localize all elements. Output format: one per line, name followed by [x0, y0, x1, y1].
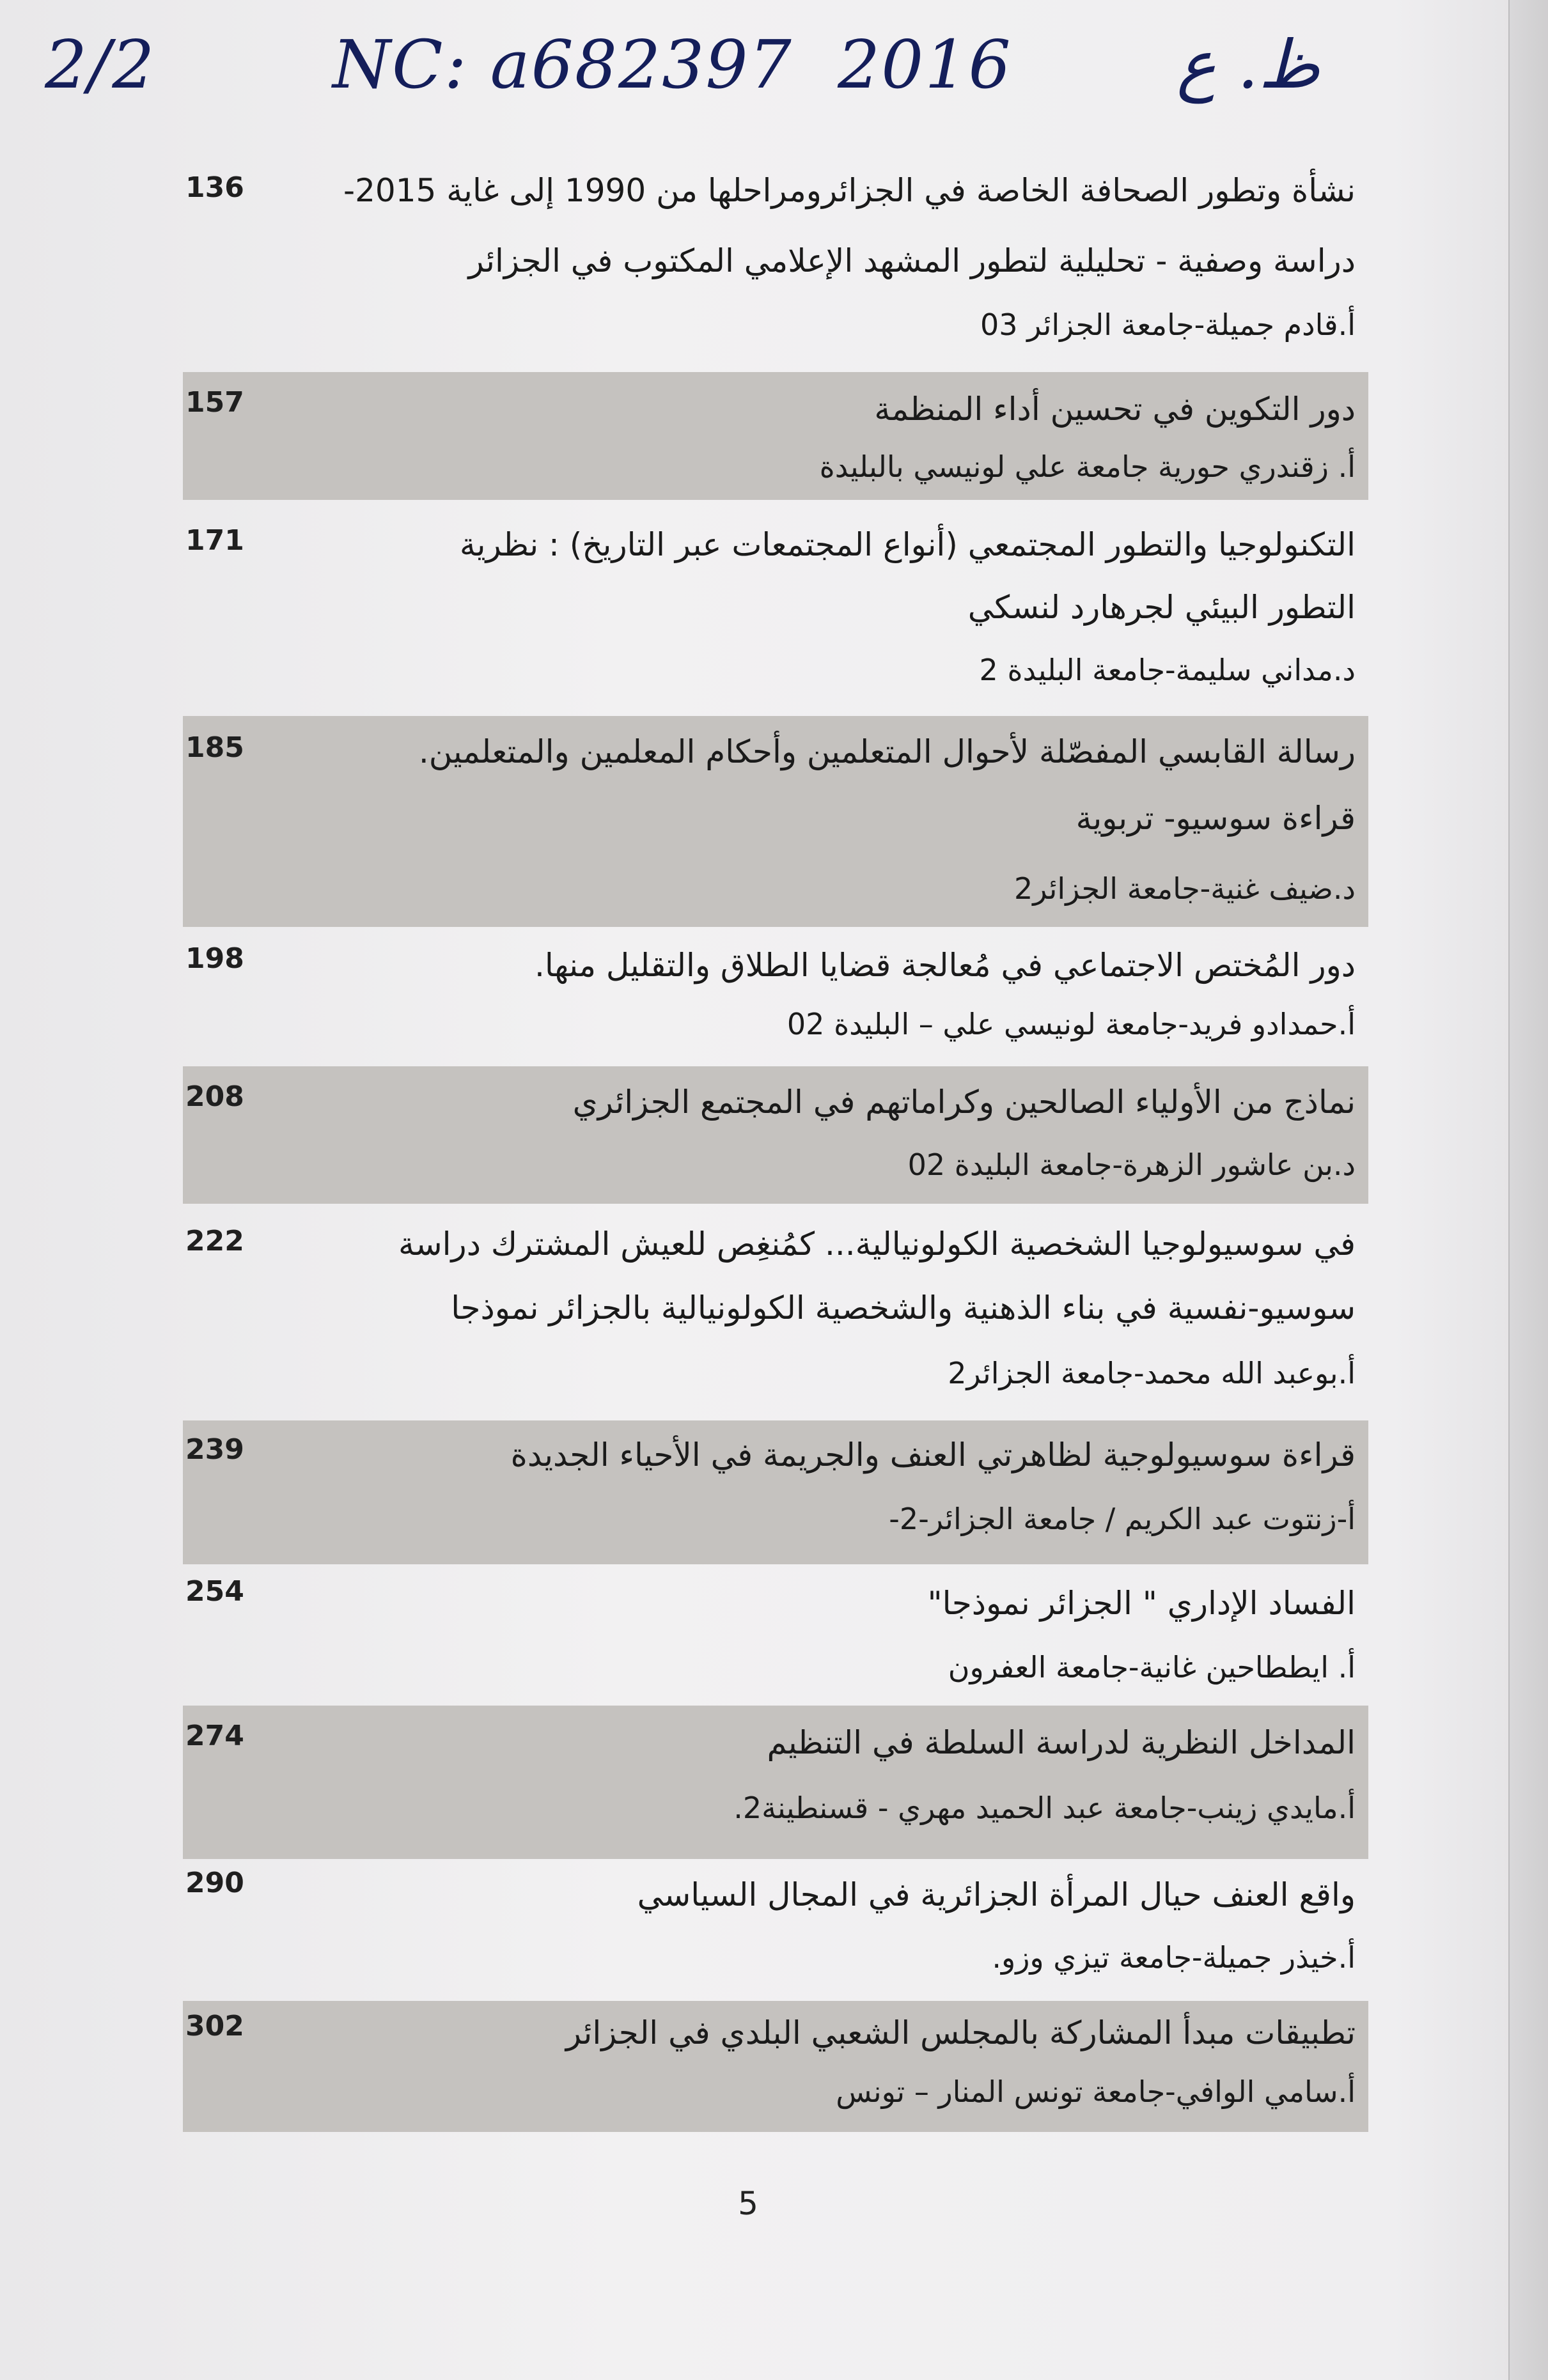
toc-title-line: الفساد الإداري " الجزائر نموذجا" — [927, 1585, 1356, 1622]
toc-page-number: 254 — [185, 1575, 244, 1608]
page-number: 5 — [738, 2185, 758, 2222]
toc-title-line: واقع العنف حيال المرأة الجزائرية في المجال السياسي — [637, 1876, 1356, 1913]
toc-title-line: رسالة القابسي المفصّلة لأحوال المتعلمين وأحكام المعلمين والمتعلمين. — [418, 733, 1356, 770]
toc-title-line: في سوسيولوجيا الشخصية الكولونيالية... كمُنغِص للعيش المشترك دراسة — [398, 1225, 1356, 1263]
toc-title-line: قراءة سوسيولوجية لظاهرتي العنف والجريمة في الأحياء الجديدة — [510, 1436, 1356, 1474]
toc-page-number: 302 — [185, 2010, 244, 2042]
toc-entry — [183, 716, 1368, 927]
toc-author: أ.حمدادو فريد-جامعة لونيسي علي – البليدة 02 — [786, 1007, 1356, 1041]
toc-title-line: المداخل النظرية لدراسة السلطة في التنظيم — [767, 1724, 1356, 1761]
toc-entry — [183, 511, 1368, 703]
toc-author: أ. ايططاحين غانية-جامعة العفرون — [948, 1650, 1356, 1684]
toc-title-line: نماذج من الأولياء الصالحين وكراماتهم في المجتمع الجزائري — [572, 1084, 1356, 1121]
toc-page-number: 239 — [185, 1433, 244, 1466]
toc-page-number: 136 — [185, 171, 244, 204]
toc-entry — [183, 1208, 1368, 1413]
toc-author: أ.سامي الوافي-جامعة تونس المنار – تونس — [836, 2074, 1356, 2109]
toc-entry — [183, 2001, 1368, 2132]
toc-page-number: 171 — [185, 524, 244, 557]
handwritten-annotation — [26, 13, 1320, 121]
toc-title-line: قراءة سوسيو- تربوية — [1075, 800, 1356, 837]
toc-author: أ.خيذر جميلة-جامعة تيزي وزو. — [992, 1940, 1356, 1975]
handwriting-part-1: 2/2 — [45, 26, 156, 104]
toc-entry — [183, 160, 1368, 364]
toc-page-number: 198 — [185, 942, 244, 975]
toc-title-line: نشأة وتطور الصحافة الخاصة في الجزائرومراحلها من 1990 إلى غاية 2015- — [343, 172, 1356, 209]
toc-author: أ.قادم جميلة-جامعة الجزائر 03 — [980, 307, 1356, 342]
toc-entry — [183, 1066, 1368, 1204]
handwriting-part-3: 2016 — [838, 26, 1012, 104]
toc-page-number: 274 — [185, 1720, 244, 1752]
toc-author: أ.مايدي زينب-جامعة عبد الحميد مهري - قسنطينة2. — [733, 1791, 1356, 1825]
toc-entry — [183, 1420, 1368, 1564]
toc-page-number: 157 — [185, 386, 244, 419]
toc-page-number: 222 — [185, 1225, 244, 1257]
toc-author: د.بن عاشور الزهرة-جامعة البليدة 02 — [907, 1147, 1356, 1182]
toc-page-number: 208 — [185, 1080, 244, 1113]
page-edge — [1508, 0, 1548, 2380]
toc-author: أ-زنتوت عبد الكريم / جامعة الجزائر-2- — [889, 1502, 1356, 1536]
toc-title-line: سوسيو-نفسية في بناء الذهنية والشخصية الكولونيالية بالجزائر نموذجا — [451, 1289, 1356, 1326]
toc-entry — [183, 1865, 1368, 1993]
toc-title-line: دور المُختص الاجتماعي في مُعالجة قضايا الطلاق والتقليل منها. — [534, 947, 1356, 984]
handwriting-part-4: ظ. ع — [1177, 26, 1320, 104]
toc-entry — [183, 1706, 1368, 1859]
toc-author: د.مداني سليمة-جامعة البليدة 2 — [979, 653, 1356, 687]
toc-title-line: التطور البيئي لجرهارد لنسكي — [967, 589, 1356, 626]
toc-author: أ. زقندري حورية جامعة علي لونيسي بالبليدة — [819, 449, 1356, 484]
toc-entry — [183, 372, 1368, 500]
toc-author: د.ضيف غنية-جامعة الجزائر2 — [1013, 871, 1356, 906]
toc-entry — [183, 933, 1368, 1061]
toc-title-line: دراسة وصفية - تحليلية لتطور المشهد الإعلامي المكتوب في الجزائر — [468, 242, 1356, 279]
toc-title-line: دور التكوين في تحسين أداء المنظمة — [874, 391, 1356, 428]
toc-author: أ.بوعبد الله محمد-جامعة الجزائر2 — [948, 1356, 1356, 1390]
toc-page-number: 185 — [185, 731, 244, 764]
toc-entry — [183, 1571, 1368, 1699]
handwriting-part-2: NC: a682397 — [332, 26, 793, 104]
toc-title-line: التكنولوجيا والتطور المجتمعي (أنواع المجتمعات عبر التاريخ) : نظرية — [459, 526, 1356, 563]
toc-title-line: تطبيقات مبدأ المشاركة بالمجلس الشعبي البلدي في الجزائر — [565, 2014, 1356, 2051]
toc-page-number: 290 — [185, 1867, 244, 1899]
